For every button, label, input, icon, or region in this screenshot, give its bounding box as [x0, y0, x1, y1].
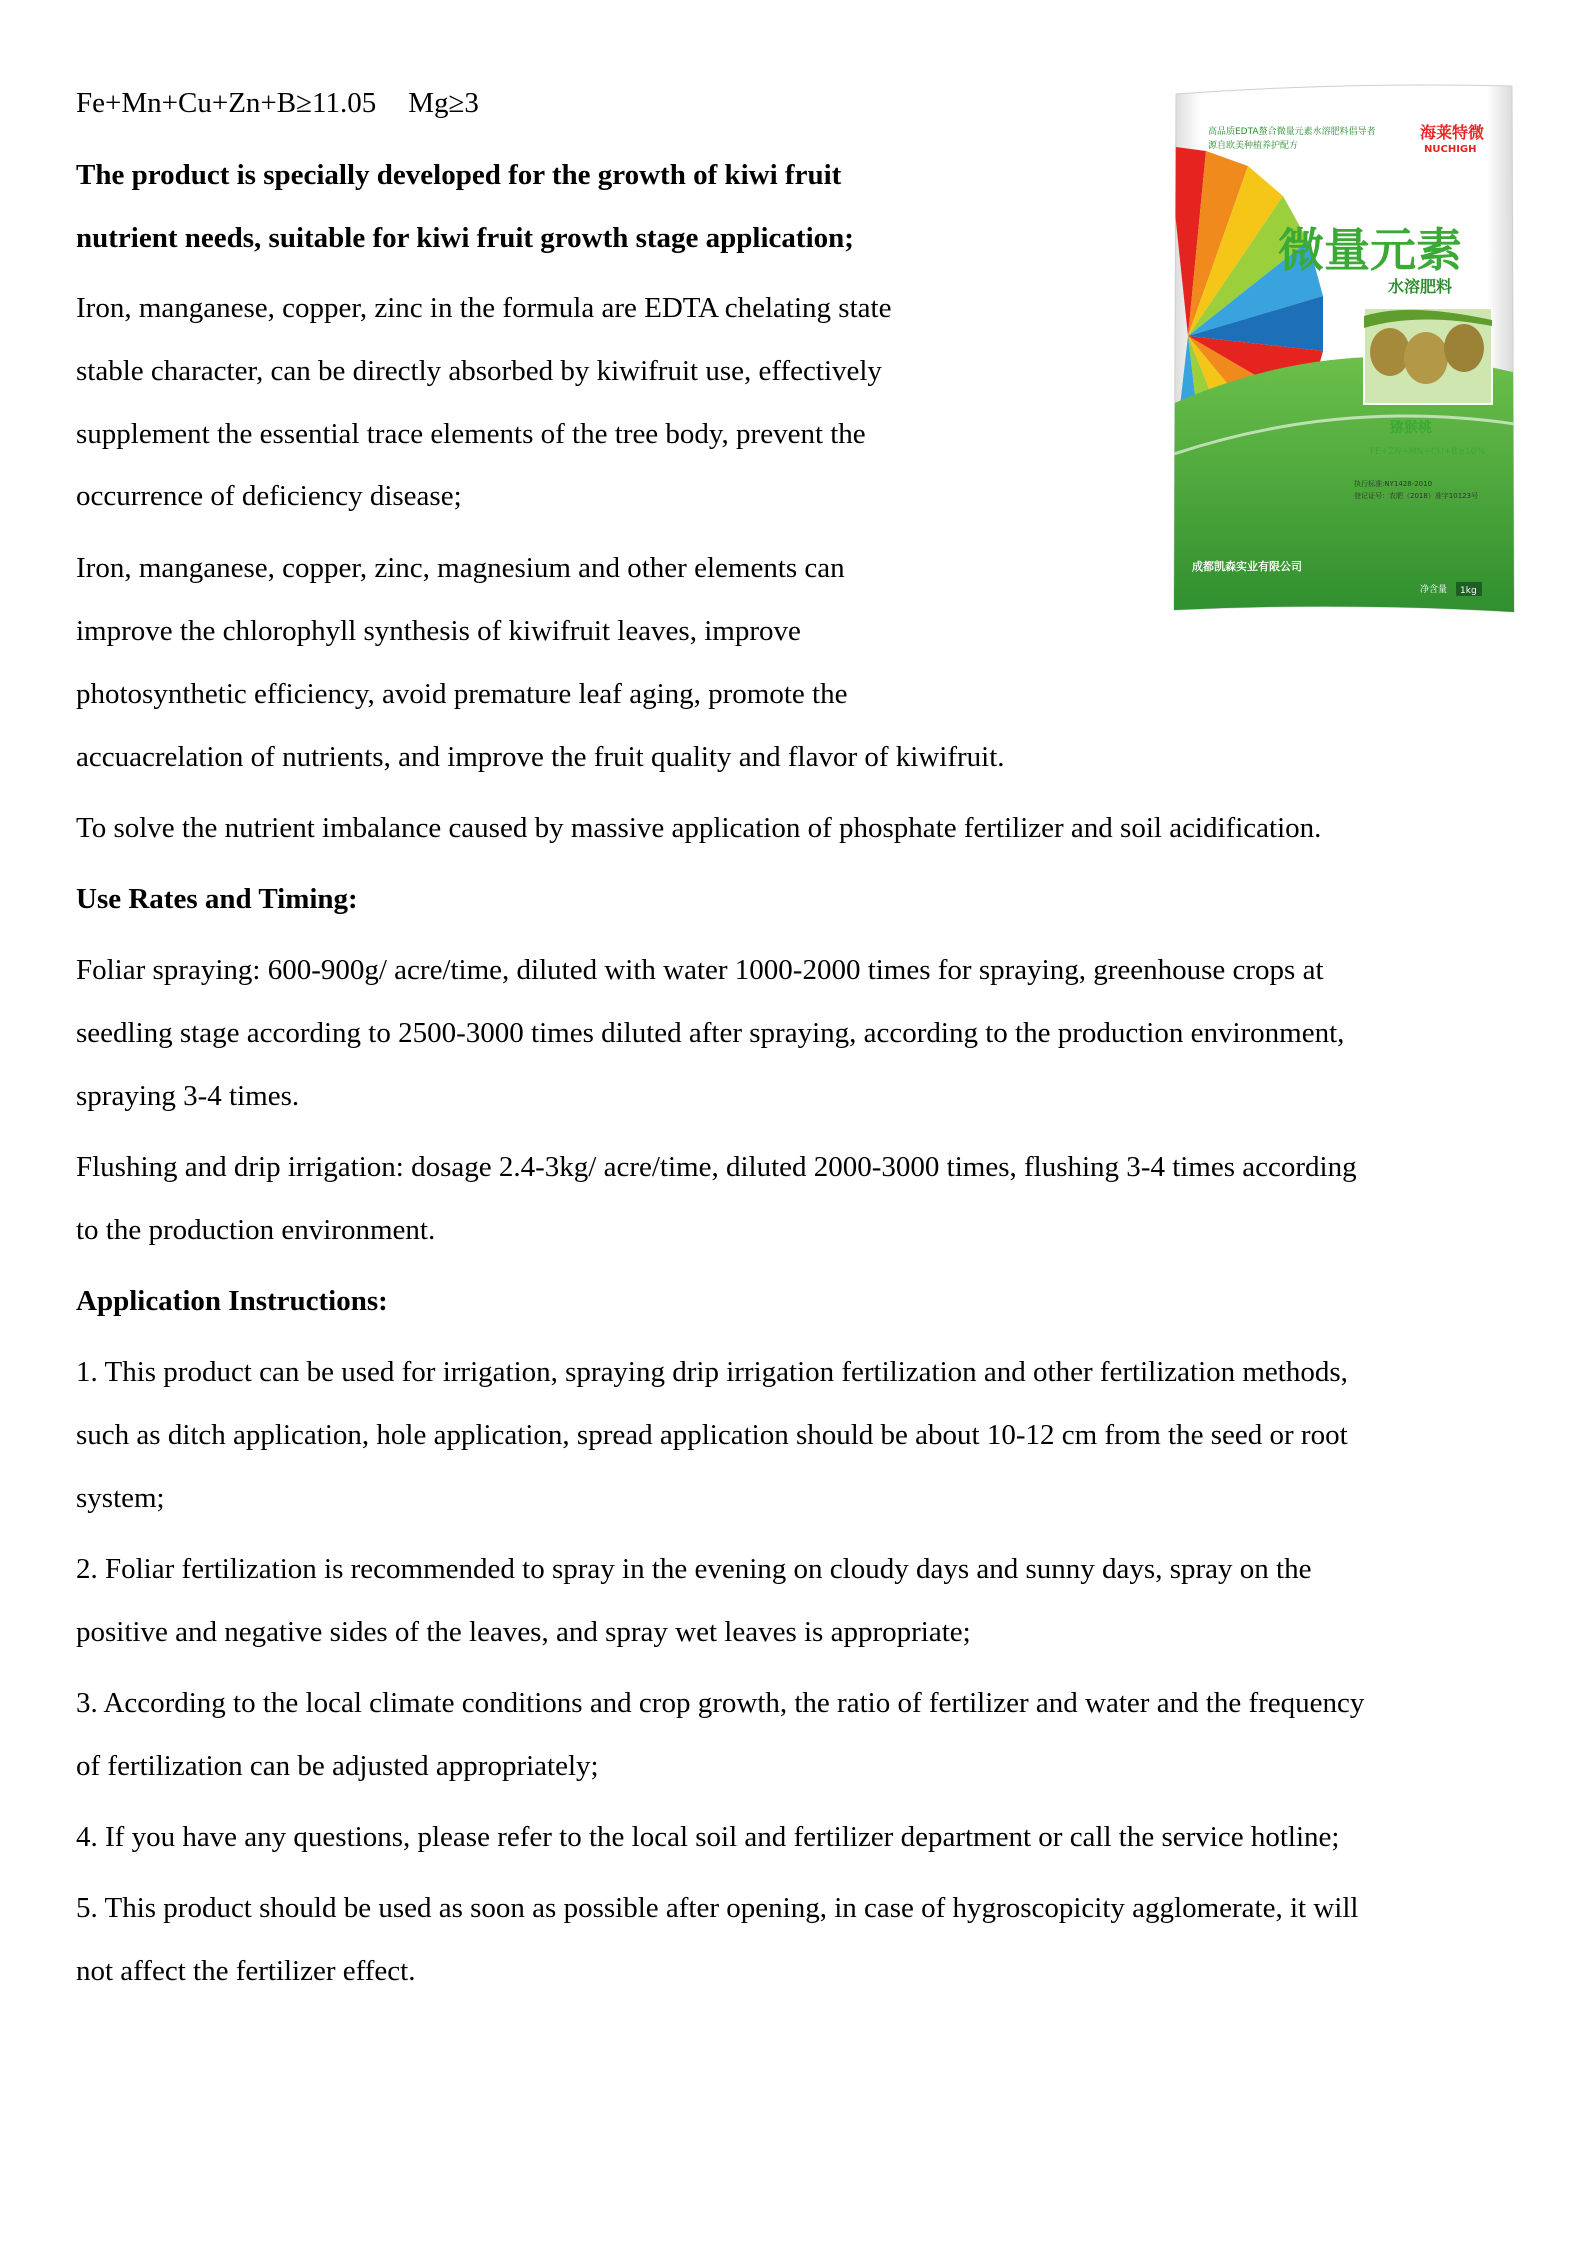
company-name-cn: 成都凯森实业有限公司: [1192, 560, 1302, 573]
use-rates-heading: Use Rates and Timing:: [76, 883, 358, 915]
para1-line-2: stable character, can be directly absorbed by kiwifruit use, effectively: [76, 355, 882, 387]
instructions-heading: Application Instructions:: [76, 1285, 388, 1317]
magnesium-formula: Mg≥3: [408, 87, 479, 119]
intro-heading-line-2: nutrient needs, suitable for kiwi fruit growth stage application;: [76, 222, 854, 254]
item2-line-1: 2. Foliar fertilization is recommended to spray in the evening on cloudy days and sunny days, spray on the: [76, 1553, 1312, 1585]
item1-line-1: 1. This product can be used for irrigation, spraying drip irrigation fertilization and other fertilization methods,: [76, 1356, 1348, 1388]
intro-heading-line-1: The product is specially developed for the growth of kiwi fruit: [76, 159, 842, 191]
foliar-line-3: spraying 3-4 times.: [76, 1080, 300, 1112]
standard-text: 执行标准:NY1428-2010: [1354, 480, 1433, 488]
formula-line: [76, 86, 479, 120]
item5-line-2: not affect the fertilizer effect.: [76, 1955, 416, 1987]
para2-line-3: photosynthetic efficiency, avoid premature leaf aging, promote the: [76, 678, 848, 710]
para2-line-2: improve the chlorophyll synthesis of kiwifruit leaves, improve: [76, 615, 801, 647]
crop-formula: FE+ZN+MN+CU+B≥10%: [1370, 447, 1486, 457]
foliar-line-1: Foliar spraying: 600-900g/ acre/time, diluted with water 1000-2000 times for spraying, greenhouse crops at: [76, 954, 1324, 986]
flushing-line-1: Flushing and drip irrigation: dosage 2.4-3kg/ acre/time, diluted 2000-3000 times, flushing 3-4 times according: [76, 1151, 1357, 1183]
item4-line-1: 4. If you have any questions, please refer to the local soil and fertilizer department or call the service hotline;: [76, 1821, 1340, 1853]
para3-line: To solve the nutrient imbalance caused by massive application of phosphate fertilizer and soil acidification.: [76, 812, 1322, 844]
crop-name-cn: 猕猴桃: [1390, 420, 1432, 436]
product-subtitle-cn: 水溶肥料: [1388, 277, 1453, 296]
tagline-2: 源自欧美种植养护配方: [1208, 141, 1299, 151]
net-content-label: 净含量: [1420, 585, 1448, 595]
para2-line-4: accuacrelation of nutrients, and improve the fruit quality and flavor of kiwifruit.: [76, 741, 1005, 773]
item3-line-1: 3. According to the local climate conditions and crop growth, the ratio of fertilizer and water and the frequency: [76, 1687, 1365, 1719]
trace-elements-formula: Fe+Mn+Cu+Zn+B≥11.05: [76, 87, 377, 119]
net-weight: 1kg: [1460, 586, 1477, 596]
para1-line-4: occurrence of deficiency disease;: [76, 480, 462, 512]
item1-line-2: such as ditch application, hole application, spread application should be about 10-12 cm from the seed or root: [76, 1419, 1348, 1451]
item3-line-2: of fertilization can be adjusted appropriately;: [76, 1750, 599, 1782]
product-title-cn: 微量元素: [1278, 223, 1462, 277]
product-package-svg: [1168, 76, 1520, 620]
tagline-1: 高品质EDTA螯合微量元素水溶肥料倡导者: [1208, 127, 1376, 137]
item1-line-3: system;: [76, 1482, 165, 1514]
kiwi-fruit-photo: [1364, 308, 1492, 404]
para1-line-1: Iron, manganese, copper, zinc in the formula are EDTA chelating state: [76, 292, 892, 324]
para2-line-1: Iron, manganese, copper, zinc, magnesium and other elements can: [76, 552, 845, 584]
brand-cn: 海莱特微: [1420, 123, 1485, 142]
registration-text: 登记证号：农肥（2018）准字10123号: [1354, 492, 1479, 500]
item5-line-1: 5. This product should be used as soon as possible after opening, in case of hygroscopicity agglomerate, it will: [76, 1892, 1359, 1924]
flushing-line-2: to the production environment.: [76, 1214, 436, 1246]
foliar-line-2: seedling stage according to 2500-3000 times diluted after spraying, according to the production environment,: [76, 1017, 1345, 1049]
para1-line-3: supplement the essential trace elements of the tree body, prevent the: [76, 418, 866, 450]
product-package-image: [1168, 76, 1520, 620]
item2-line-2: positive and negative sides of the leaves, and spray wet leaves is appropriate;: [76, 1616, 971, 1648]
brand-en: NUCHIGH: [1424, 144, 1477, 155]
